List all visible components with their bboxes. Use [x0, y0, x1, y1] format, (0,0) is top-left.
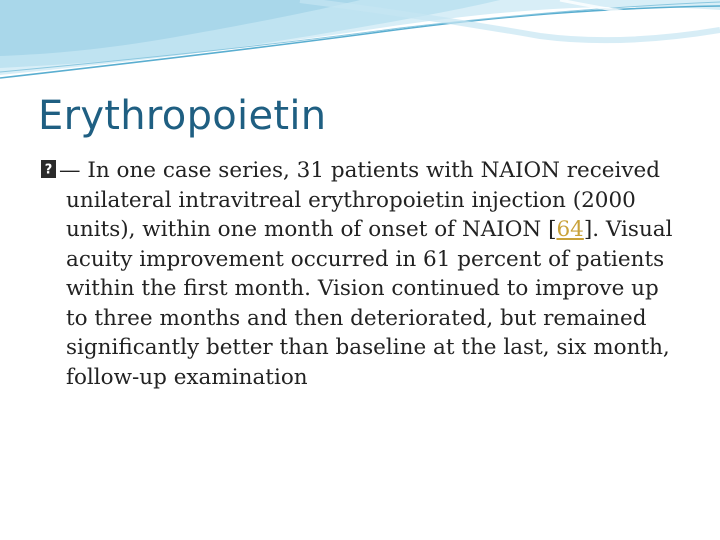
header-wave-decoration — [0, 0, 720, 90]
bullet-paragraph — [40, 156, 680, 392]
svg-text:?: ? — [44, 162, 53, 178]
missing-glyph-icon — [40, 158, 57, 180]
slide-body — [40, 156, 680, 392]
slide-title: Erythropoietin — [38, 93, 327, 139]
paragraph-lead-text: — In one case series, 31 patients with NAION received unilateral intravitreal erythropoietin injection (2000 units), within one month of onset of NAION [ — [59, 158, 660, 242]
reference-link[interactable]: 64 — [556, 217, 584, 242]
paragraph-trail-text: ]. Visual acuity improvement occurred in 61 percent of patients within the first month. Vision continued to improve up to three months and then deteriorated, but remained significantly better than baseline at the last, six month, follow-up examination — [66, 217, 673, 390]
